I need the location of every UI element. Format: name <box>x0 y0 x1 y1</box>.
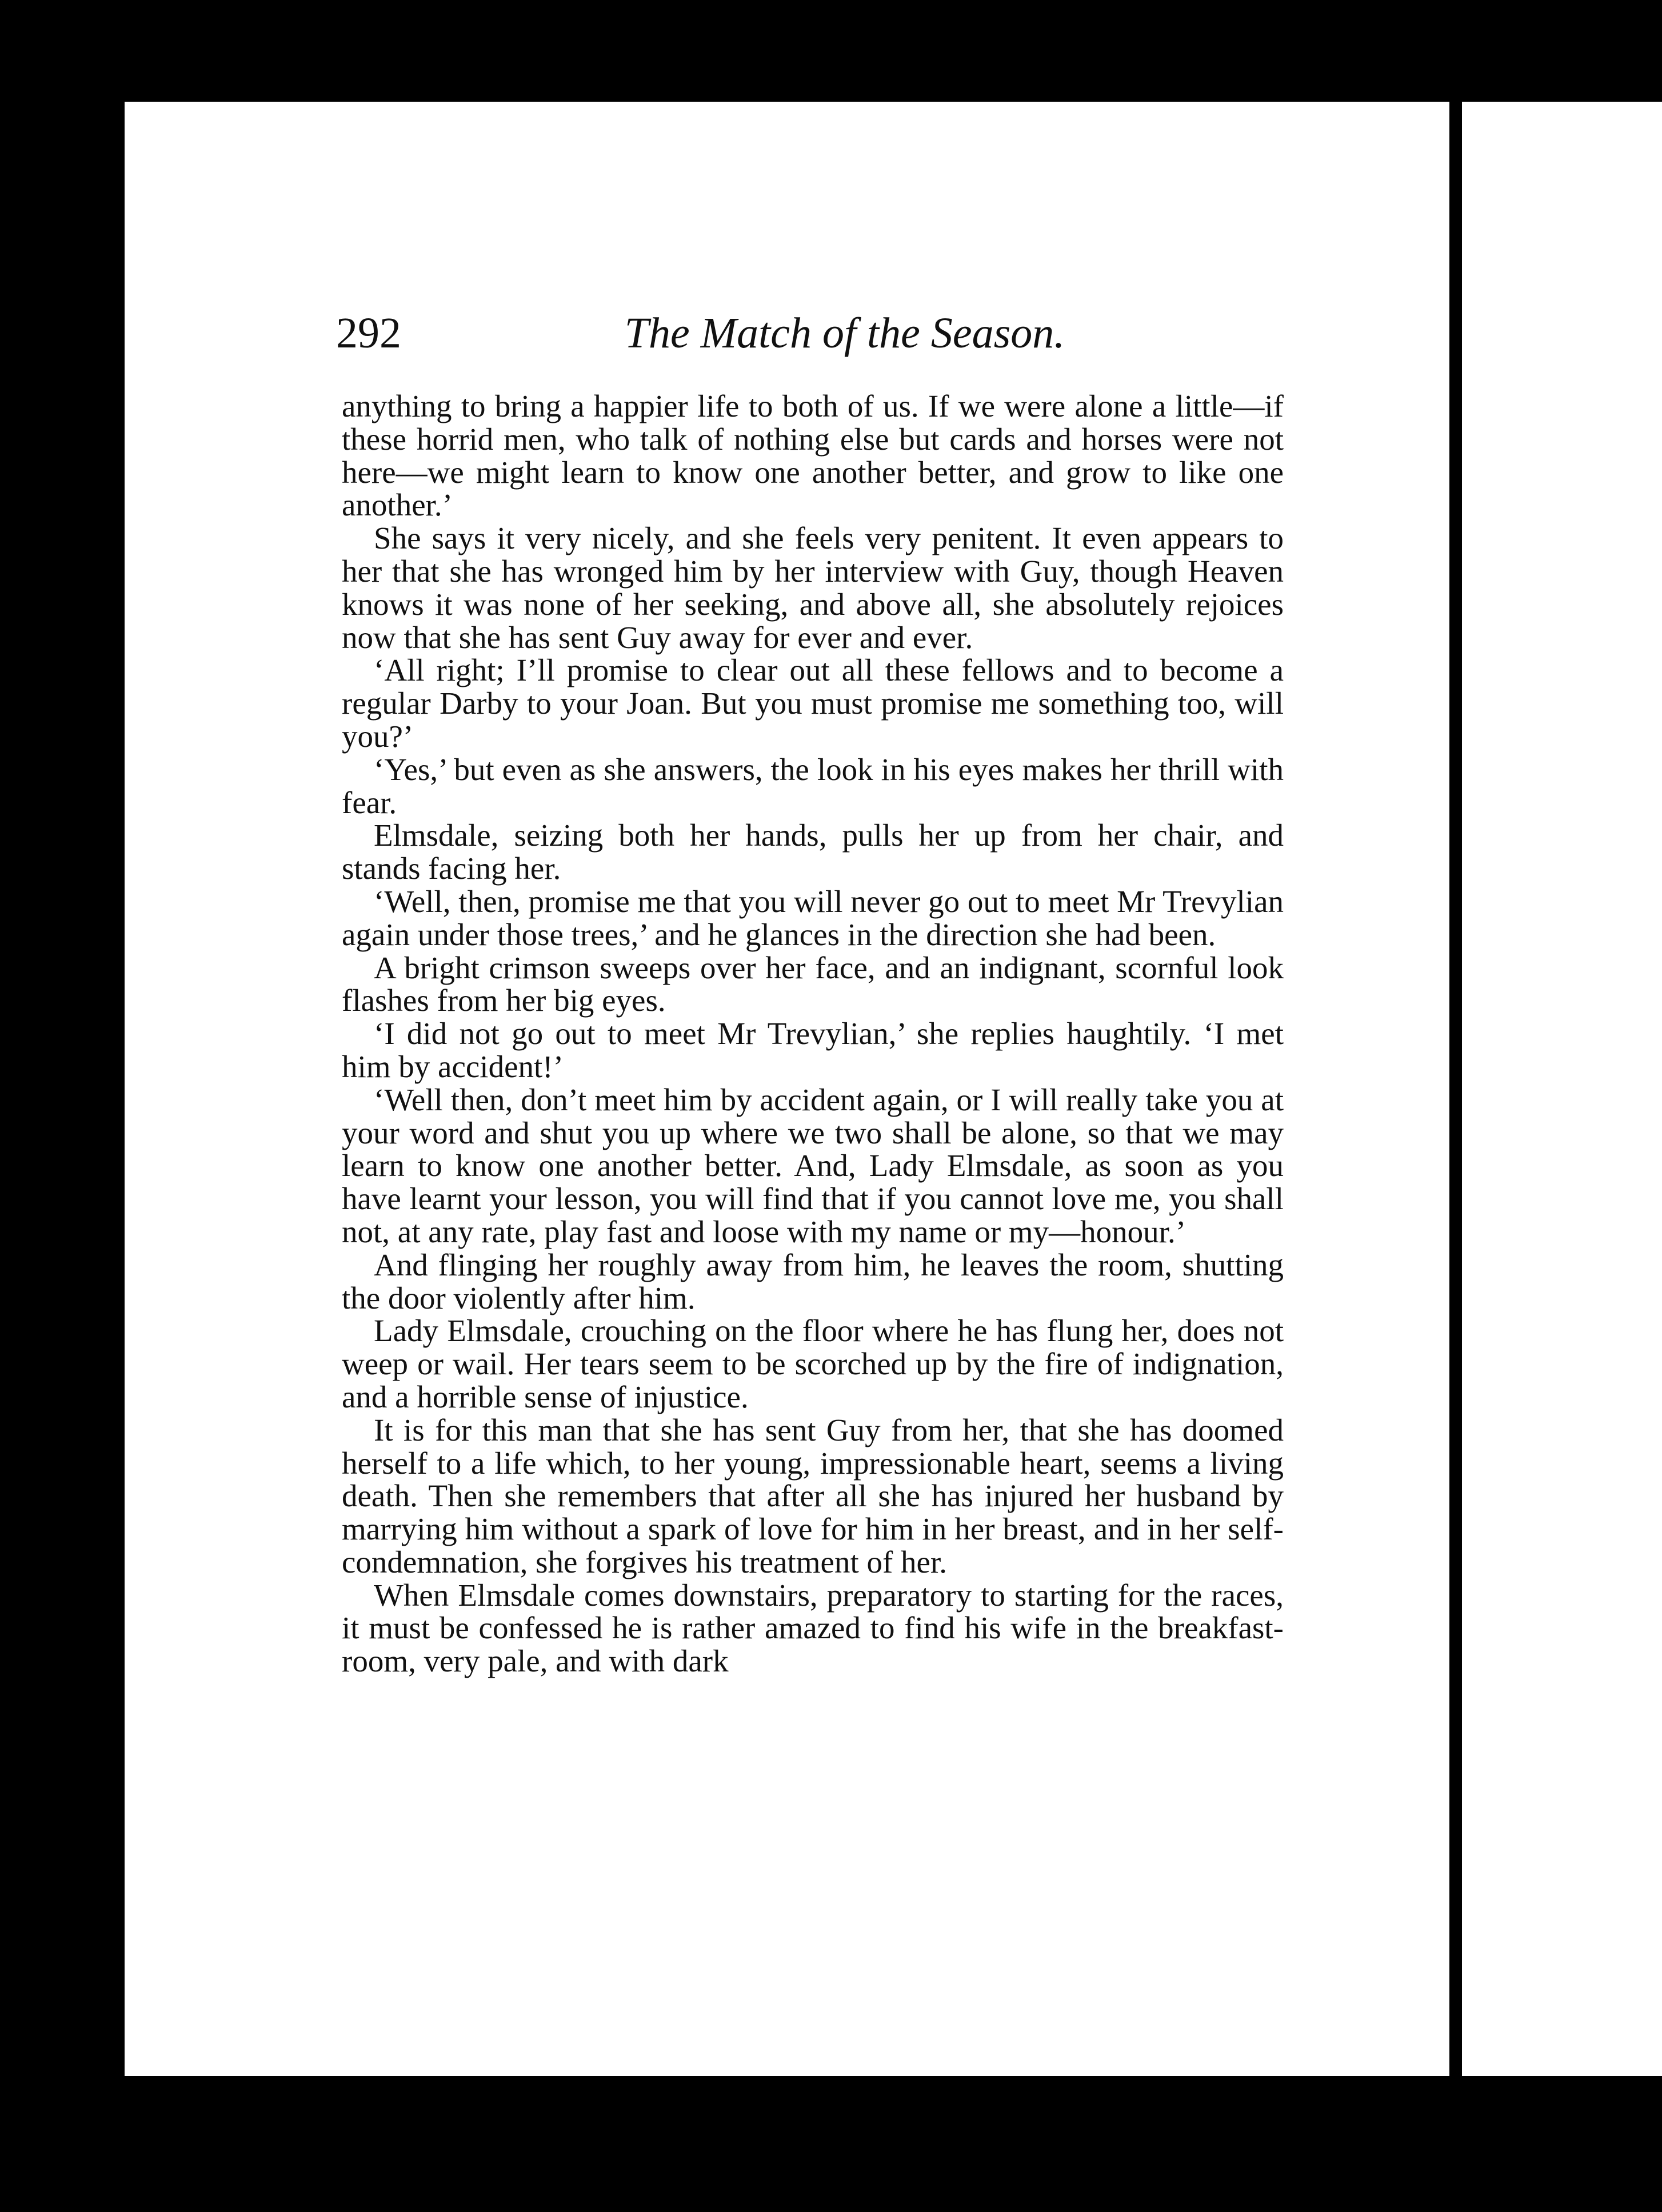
paragraph: She says it very nicely, and she feels very penitent. It even appears to her that she has wronged him by her interview with Guy, though Heaven knows it was none of her seeking, and above all, she absolutely rejoices now that she has sent Guy away for ever and ever. <box>342 521 1284 655</box>
paragraph: When Elmsdale comes downstairs, preparatory to starting for the races, it must be confessed he is rather amazed to find his wife in the breakfast-room, very pale, and with dark <box>342 1577 1284 1679</box>
paragraph: It is for this man that she has sent Guy from her, that she has doomed herself to a life which, to her young, impressionable heart, seems a living death. Then she remembers that after all she has injured her husband by marrying him without a spark of love for him in her breast, and in her self-condemnation, she forgives his treatment of her. <box>342 1412 1284 1579</box>
paragraph: And flinging her roughly away from him, he leaves the room, shutting the door violently after him. <box>342 1247 1284 1315</box>
paragraph: ‘All right; I’ll promise to clear out all these fellows and to become a regular Darby to your Joan. But you must promise me something too, will you?’ <box>342 653 1284 754</box>
paragraph: ‘Well, then, promise me that you will never go out to meet Mr Trevylian again under those trees,’ and he glances in the direction she had been. <box>342 883 1284 952</box>
paragraph: ‘Well then, don’t meet him by accident again, or I will really take you at your word and shut you up where we two shall be alone, so that we may learn to know one another better. And, Lady Elmsdale, as soon as you have learnt your lesson, you will find that if you cannot love me, you shall not, at any rate, play fast and loose with my name or my—honour.’ <box>342 1082 1284 1249</box>
running-title: The Match of the Season. <box>624 309 1065 357</box>
page-number: 292 <box>336 309 401 357</box>
running-head <box>336 309 1285 371</box>
paragraph: Lady Elmsdale, crouching on the floor where he has flung her, does not weep or wail. Her tears seem to be scorched up by the fire of indignation, and a horrible sense of injustice. <box>342 1313 1284 1414</box>
paragraph: A bright crimson sweeps over her face, and an indignant, scornful look flashes from her big eyes. <box>342 950 1284 1018</box>
paragraph: ‘Yes,’ but even as she answers, the look in his eyes makes her thrill with fear. <box>342 751 1284 820</box>
paragraph: Elmsdale, seizing both her hands, pulls her up from her chair, and stands facing her. <box>342 818 1284 886</box>
scan-speck <box>1515 1577 1524 1583</box>
paragraph: ‘I did not go out to meet Mr Trevylian,’ she replies haughtily. ‘I met him by accident!’ <box>342 1016 1284 1084</box>
paragraph: anything to bring a happier life to both of us. If we were alone a little—if these horrid men, who talk of nothing else but cards and horses were not here—we might learn to know one another better, and grow to like one another.’ <box>342 389 1284 523</box>
body-text <box>342 390 1284 1678</box>
next-page-edge <box>1462 102 1662 2076</box>
